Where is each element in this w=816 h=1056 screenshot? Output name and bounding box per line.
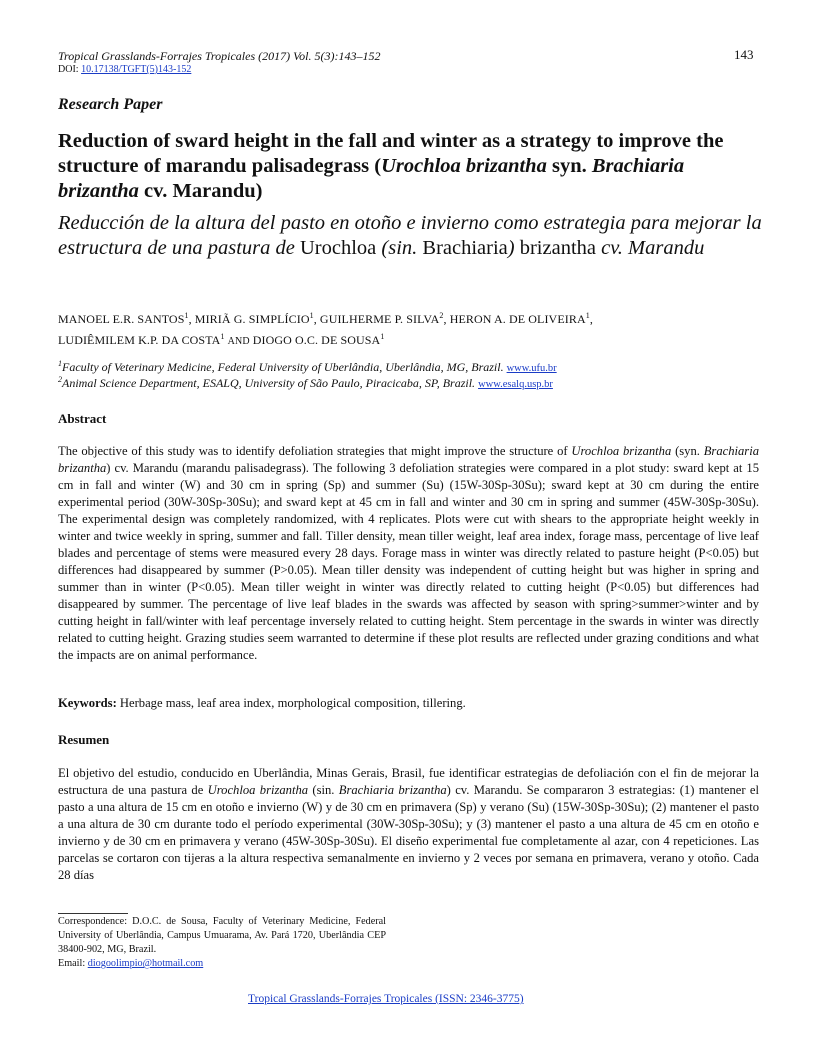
affiliation-url[interactable]: www.ufu.br	[506, 363, 557, 374]
keywords	[58, 696, 466, 711]
resumen-heading: Resumen	[58, 732, 110, 747]
abstract-intro: The objective of this study was to identify defoliation strategies that might improve the structure of	[58, 444, 572, 458]
resumen-sin-species: Brachiaria brizantha	[338, 783, 447, 797]
affiliation-url[interactable]: www.esalq.usp.br	[478, 379, 553, 390]
author-list	[58, 307, 758, 350]
correspondence-footnote	[58, 915, 386, 971]
authors-and: AND	[227, 336, 250, 347]
resumen-sin-open: (sin.	[308, 783, 339, 797]
title-es-synonym: Brachiaria	[422, 237, 508, 259]
doi-label: DOI:	[58, 64, 82, 75]
resumen-text: ) cv. Marandu. Se compararon 3 estrategias: (1) mantener el pasto a una altura de 15 cm en otoño e invierno (W) y de 30 cm en primavera (Sp) y verano (Su) (15W-30Sp-30Su); (2) mantener el pasto a una altura de 30 cm durante todo el período experimental (30W-30Sp-30Su); y (3) mantener el pasto a una altura de 45 cm en otoño e invierno y de 30 cm en primavera y verano (45W-30Sp-30Su). El diseño experimental fue completamente al azar, con 4 repeticiones. Las parcelas se cortaron con tijeras a la altura respectiva semanalmente en invierno y 2 veces por semana en primavera, verano y otoño. Cada 28 días	[58, 783, 759, 882]
author-name: GUILHERME P. SILVA	[319, 312, 440, 326]
title-en-synonym: Brachiaria brizantha	[58, 155, 685, 202]
article-type: Research Paper	[58, 96, 163, 113]
email-label: Email:	[58, 958, 88, 969]
title-english	[58, 129, 758, 204]
author-affiliation-mark: 1	[585, 311, 590, 320]
title-es-genus: Urochloa	[300, 237, 377, 259]
abstract-species: Urochloa brizantha	[571, 444, 672, 458]
author-affiliation-mark: 1	[309, 311, 314, 320]
keywords-text: Herbage mass, leaf area index, morphological composition, tillering.	[116, 696, 466, 710]
author-name: LUDIÊMILEM K.P. DA COSTA	[58, 333, 221, 347]
author-affiliation-mark: 1	[220, 332, 225, 341]
affiliation-number: 2	[58, 375, 62, 384]
abstract-heading: Abstract	[58, 411, 107, 426]
abstract-text: ) cv. Marandu (marandu palisadegrass). The following 3 defoliation strategies were compared in a plot study: sward kept at 15 cm in fall and winter (W) and 30 cm in spring (Sp) and summer (Su) (15W-30Sp-30Su); sward kept at 30 cm during the entire experimental period (30W-30Sp-30Su); and sward kept at 45 cm in fall and winter and 30 cm in spring and summer (45W-30Sp-30Su). The experimental design was completely randomized, with 4 replicates. Plots were cut with shears to the appropriate height weekly in winter and twice weekly in spring, summer and fall. Tiller density, mean tiller weight, leaf area index, forage mass, percentage of live leaf blades and percentage of stems were measured every 28 days. Forage mass in winter was directly related to pasture height (P<0.05) but differences had disappeared by summer (P>0.05). Mean tiller density was independent of cutting height but was higher in spring and summer than in winter (P<0.05). Mean tiller weight in winter was directly related to cutting height (P<0.05) but differences had disappeared by summer. The percentage of live leaf blades in the swards was affected by season with spring>summer>winter and by cutting height in fall/winter with leaf percentage inversely related to cutting height. Stem percentage in the swards in winter was directly related to cutting height. Grazing studies seem warranted to determine if these plot results are reflected under grazing conditions and what the impacts are on animal performance.	[58, 461, 759, 662]
affiliation-text: Faculty of Veterinary Medicine, Federal University of Uberlândia, Uberlândia, MG, Brazil.	[62, 360, 504, 374]
author-separator: ,	[313, 312, 320, 326]
affiliation-2	[58, 375, 553, 391]
title-en-species: Urochloa brizantha	[381, 155, 547, 177]
doi-line	[58, 64, 191, 75]
resumen-species: Urochloa brizantha	[207, 783, 309, 797]
author-name: DIOGO O.C. DE SOUSA	[252, 333, 381, 347]
footnote-divider	[58, 913, 128, 914]
affiliation-number: 1	[58, 359, 62, 368]
title-es-part1: Reducción de la altura del pasto en otoño e invierno como estrategia para mejorar la estructura de una pastura de	[58, 212, 762, 259]
title-es-species: brizantha	[519, 237, 596, 259]
page-number: 143	[734, 47, 754, 62]
author-name: MANOEL E.R. SANTOS	[58, 312, 185, 326]
author-affiliation-mark: 1	[380, 332, 385, 341]
author-affiliation-mark: 2	[439, 311, 444, 320]
author-separator: ,	[589, 312, 593, 326]
keywords-label: Keywords:	[58, 696, 117, 710]
affiliation-text: Animal Science Department, ESALQ, University of São Paulo, Piracicaba, SP, Brazil.	[62, 376, 476, 390]
doi-link[interactable]: 10.17138/TGFT(5)143-152	[81, 64, 192, 75]
author-name: MIRIÃ G. SIMPLÍCIO	[194, 312, 310, 326]
abstract-syn-open: (syn.	[671, 444, 704, 458]
author-separator: ,	[443, 312, 450, 326]
title-es-part2: (sin.	[376, 237, 423, 259]
affiliation-1	[58, 359, 557, 375]
author-separator: ,	[188, 312, 195, 326]
author-affiliation-mark: 1	[184, 311, 189, 320]
title-en-part1: Reduction of sward height in the fall and winter as a strategy to improve the structure of marandu palisadegrass (	[58, 130, 724, 177]
author-name: HERON A. DE OLIVEIRA	[449, 312, 586, 326]
journal-header: Tropical Grasslands-Forrajes Tropicales (2017) Vol. 5(3):143–152	[58, 49, 381, 63]
journal-footer-link[interactable]: Tropical Grasslands-Forrajes Tropicales (ISSN: 2346-3775)	[248, 993, 524, 1005]
title-en-part2: syn.	[546, 155, 592, 177]
resumen-part1: El objetivo del estudio, conducido en Uberlândia, Minas Gerais, Brasil, fue identificar estrategias de defoliación con el fin de mejorar la estructura de una pastura de	[58, 766, 759, 797]
resumen-body	[58, 765, 759, 884]
title-es-part3: )	[507, 237, 520, 259]
title-es-part4: cv. Marandu	[596, 237, 705, 259]
correspondence-text: Correspondence: D.O.C. de Sousa, Faculty of Veterinary Medicine, Federal University of Uberlândia, Campus Umuarama, Av. Pará 1720, Uberlândia CEP 38400-902, MG, Brazil.	[58, 916, 386, 955]
abstract-body	[58, 443, 759, 664]
title-spanish	[58, 211, 778, 261]
title-en-part3: cv. Marandu)	[138, 180, 263, 202]
abstract-syn-species: Brachiaria brizantha	[58, 444, 759, 475]
correspondence-email-link[interactable]: diogoolimpio@hotmail.com	[87, 958, 204, 969]
